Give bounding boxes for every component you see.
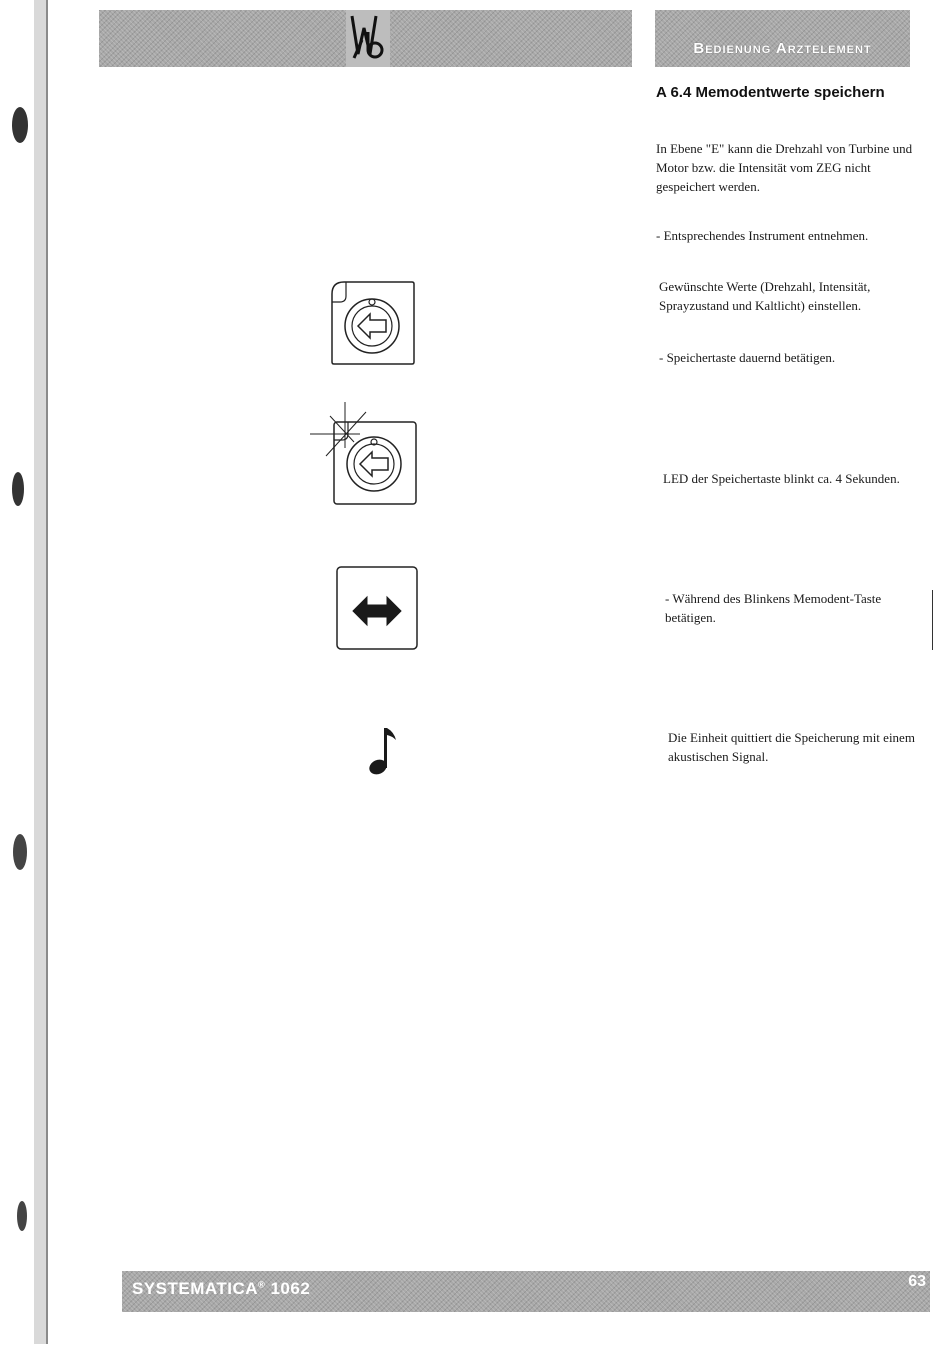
step-led-blinks: LED der Speichertaste blinkt ca. 4 Sekunden.: [663, 471, 900, 486]
margin-rule: [932, 590, 933, 650]
footer-brand: [132, 1279, 310, 1299]
section-label: Bedienung Arztelement: [693, 40, 872, 57]
header-band-left: [99, 10, 632, 67]
model-number: 1062: [270, 1279, 311, 1298]
step-press-memodent: - Während des Blinkens Memodent-Taste betätigen.: [665, 591, 882, 625]
step-set-values: Gewünschte Werte (Drehzahl, Intensität, Sprayzustand und Kaltlicht) einstellen.: [659, 279, 871, 313]
footer-band: [122, 1271, 930, 1312]
brand-name: SYSTEMATICA: [132, 1279, 259, 1298]
manufacturer-logo: [346, 10, 390, 67]
binder-edge-art: [0, 0, 52, 1344]
memodent-key-icon: [335, 565, 421, 653]
page-number: 63: [908, 1273, 926, 1290]
store-key-blinking-icon: [310, 402, 420, 506]
header-band-right: [655, 10, 910, 67]
store-key-icon: [330, 280, 416, 366]
step-acoustic-confirm: Die Einheit quittiert die Speicherung mit einem akustischen Signal.: [668, 730, 915, 764]
binder-edge: [0, 0, 52, 1344]
step-note: In Ebene "E" kann die Drehzahl von Turbine und Motor bzw. die Intensität vom ZEG nicht gespeichert werden.: [656, 141, 913, 194]
music-note-icon: [368, 724, 402, 778]
brand-mark: ®: [258, 1279, 266, 1290]
step-press-store: - Speichertaste dauernd betätigen.: [659, 350, 836, 365]
section-title: A 6.4 Memodentwerte speichern: [656, 84, 885, 101]
step-remove-instrument: - Entsprechendes Instrument entnehmen.: [656, 228, 869, 243]
